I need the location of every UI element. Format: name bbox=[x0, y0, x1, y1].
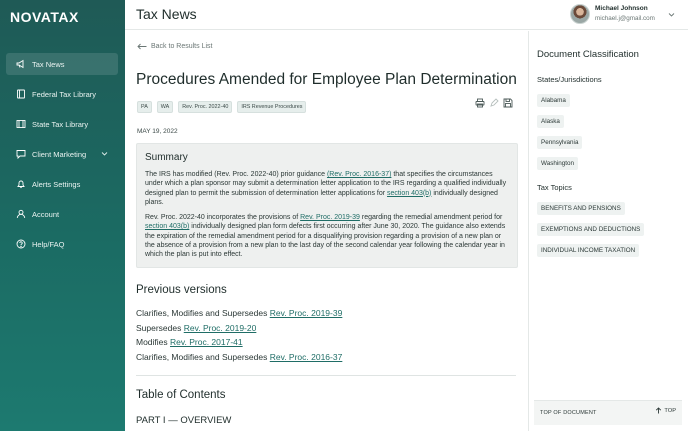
chevron-down-icon[interactable] bbox=[668, 11, 675, 18]
sidebar-item-account[interactable] bbox=[6, 203, 118, 225]
summary-link[interactable]: Rev. Proc. 2019-39 bbox=[300, 214, 360, 222]
sidebar-item-label: State Tax Library bbox=[32, 119, 89, 129]
sidebar-item-label: Account bbox=[32, 209, 60, 219]
prev-link[interactable]: Rev. Proc. 2017-41 bbox=[170, 337, 243, 347]
summary-link[interactable]: (Rev. Proc. 2016-37) bbox=[326, 171, 392, 178]
summary-box bbox=[136, 143, 518, 268]
divider bbox=[136, 375, 516, 376]
sidebar-item-label: Help/FAQ bbox=[32, 239, 65, 249]
sidebar-item-label: Client Marketing bbox=[32, 149, 87, 159]
previous-versions-heading: Previous versions bbox=[136, 284, 227, 296]
sidebar-item-alerts-settings[interactable] bbox=[6, 173, 118, 195]
prev-text: Clarifies, Modifies and Supersedes bbox=[136, 351, 270, 362]
sidebar-nav bbox=[6, 53, 118, 263]
classification-title: Document Classification bbox=[537, 49, 639, 60]
back-to-results-link[interactable] bbox=[137, 43, 212, 50]
document-title: Procedures Amended for Employee Plan Determination bbox=[136, 71, 517, 88]
list-item bbox=[136, 306, 516, 321]
sidebar-item-help-faq[interactable] bbox=[6, 233, 118, 255]
prev-link[interactable]: Rev. Proc. 2019-39 bbox=[269, 308, 343, 318]
prev-text: Supersedes bbox=[136, 322, 184, 333]
print-icon[interactable] bbox=[475, 98, 485, 108]
user-name: Michael Johnson bbox=[595, 5, 648, 12]
topic-tag[interactable]: INDIVIDUAL INCOME TAXATION bbox=[537, 244, 639, 257]
summary-text: The IRS has modified (Rev. Proc. 2022-40) prior guidance bbox=[145, 171, 327, 178]
summary-text: individually designed plan form defects first occurring after June 30, 2020. The guidance also extends the expiration of the remedial amendment period for a disqualifying provision regarding a provision of a new plan or the absence of a provision from a new plan to the last day of the second calendar year following the calendar year in which the plan is put into effect. bbox=[145, 223, 506, 259]
library-icon bbox=[16, 119, 26, 129]
avatar[interactable] bbox=[570, 4, 590, 24]
tag[interactable]: PA bbox=[137, 101, 152, 113]
summary-text: individually designed plans. bbox=[145, 189, 498, 206]
arrow-left-icon bbox=[137, 43, 147, 50]
tag[interactable]: WA bbox=[157, 101, 173, 113]
summary-link[interactable]: section 403(b) bbox=[145, 223, 190, 231]
summary-paragraph bbox=[145, 170, 509, 207]
state-tag[interactable]: Alaska bbox=[537, 115, 564, 128]
user-email: michael.j@gmail.com bbox=[595, 15, 655, 22]
state-tag[interactable]: Alabama bbox=[537, 94, 570, 107]
top-of-document-bar bbox=[534, 400, 682, 425]
document-tools bbox=[475, 98, 517, 108]
summary-paragraph bbox=[145, 213, 509, 259]
topic-tag[interactable]: BENEFITS AND PENSIONS bbox=[537, 202, 625, 215]
top-header bbox=[125, 0, 688, 30]
list-item bbox=[136, 350, 516, 365]
summary-text: that specifies the circumstances under which a plan sponsor may submit a determination letter application to the IRS regarding a qualified individually designed plan to permit the submission of determination letter applications for bbox=[145, 171, 507, 197]
sidebar bbox=[0, 0, 125, 431]
list-item bbox=[136, 335, 516, 350]
document-tags bbox=[137, 101, 311, 113]
chevron-down-icon[interactable] bbox=[101, 150, 108, 157]
classification-panel bbox=[528, 31, 688, 431]
previous-versions-list bbox=[136, 306, 516, 364]
top-of-document-label: TOP OF DOCUMENT bbox=[540, 410, 597, 416]
summary-heading: Summary bbox=[145, 152, 188, 163]
state-tag[interactable]: Pennsylvania bbox=[537, 136, 582, 149]
page-title: Tax News bbox=[136, 6, 197, 22]
tag[interactable]: IRS Revenue Procedures bbox=[237, 101, 306, 113]
top-button-label: TOP bbox=[664, 407, 676, 414]
prev-text: Clarifies, Modifies and Supersedes bbox=[136, 308, 270, 318]
sidebar-item-state-tax-library[interactable] bbox=[6, 113, 118, 135]
state-tag[interactable]: Washington bbox=[537, 157, 578, 170]
sidebar-item-client-marketing[interactable] bbox=[6, 143, 118, 165]
document-main bbox=[125, 31, 528, 431]
logo[interactable]: NOVATAX bbox=[10, 9, 79, 25]
prev-link[interactable]: Rev. Proc. 2016-37 bbox=[269, 351, 343, 362]
sidebar-item-label: Federal Tax Library bbox=[32, 89, 97, 99]
sidebar-item-tax-news[interactable] bbox=[6, 53, 118, 75]
sidebar-item-label: Alerts Settings bbox=[32, 179, 81, 189]
save-icon[interactable] bbox=[503, 98, 513, 108]
states-heading: States/Jurisdictions bbox=[537, 75, 602, 84]
top-button[interactable] bbox=[655, 407, 676, 414]
arrow-up-icon bbox=[655, 407, 662, 414]
book-icon bbox=[16, 89, 26, 99]
summary-link[interactable]: section 403(b) bbox=[387, 189, 432, 197]
topic-tag[interactable]: EXEMPTIONS AND DEDUCTIONS bbox=[537, 223, 644, 236]
back-label: Back to Results List bbox=[151, 43, 213, 50]
publish-date: MAY 19, 2022 bbox=[137, 128, 178, 135]
summary-text: regarding the remedial amendment period for bbox=[359, 214, 503, 222]
list-item bbox=[136, 321, 516, 336]
prev-link[interactable]: Rev. Proc. 2019-20 bbox=[183, 322, 257, 333]
megaphone-icon bbox=[16, 59, 26, 69]
sidebar-item-federal-tax-library[interactable] bbox=[6, 83, 118, 105]
bell-icon bbox=[16, 179, 26, 189]
summary-text: Rev. Proc. 2022-40 incorporates the provisions of bbox=[145, 214, 301, 222]
tag[interactable]: Rev. Proc. 2022-40 bbox=[178, 101, 232, 113]
toc-heading: Table of Contents bbox=[136, 389, 226, 401]
toc-part-heading: PART I — OVERVIEW bbox=[136, 415, 232, 426]
user-icon bbox=[16, 209, 26, 219]
prev-text: Modifies bbox=[136, 337, 171, 347]
tax-topics-heading: Tax Topics bbox=[537, 183, 572, 192]
help-circle-icon bbox=[16, 239, 26, 249]
sidebar-item-label: Tax News bbox=[32, 59, 65, 69]
chat-icon bbox=[16, 149, 26, 159]
edit-pencil-icon[interactable] bbox=[489, 98, 499, 108]
